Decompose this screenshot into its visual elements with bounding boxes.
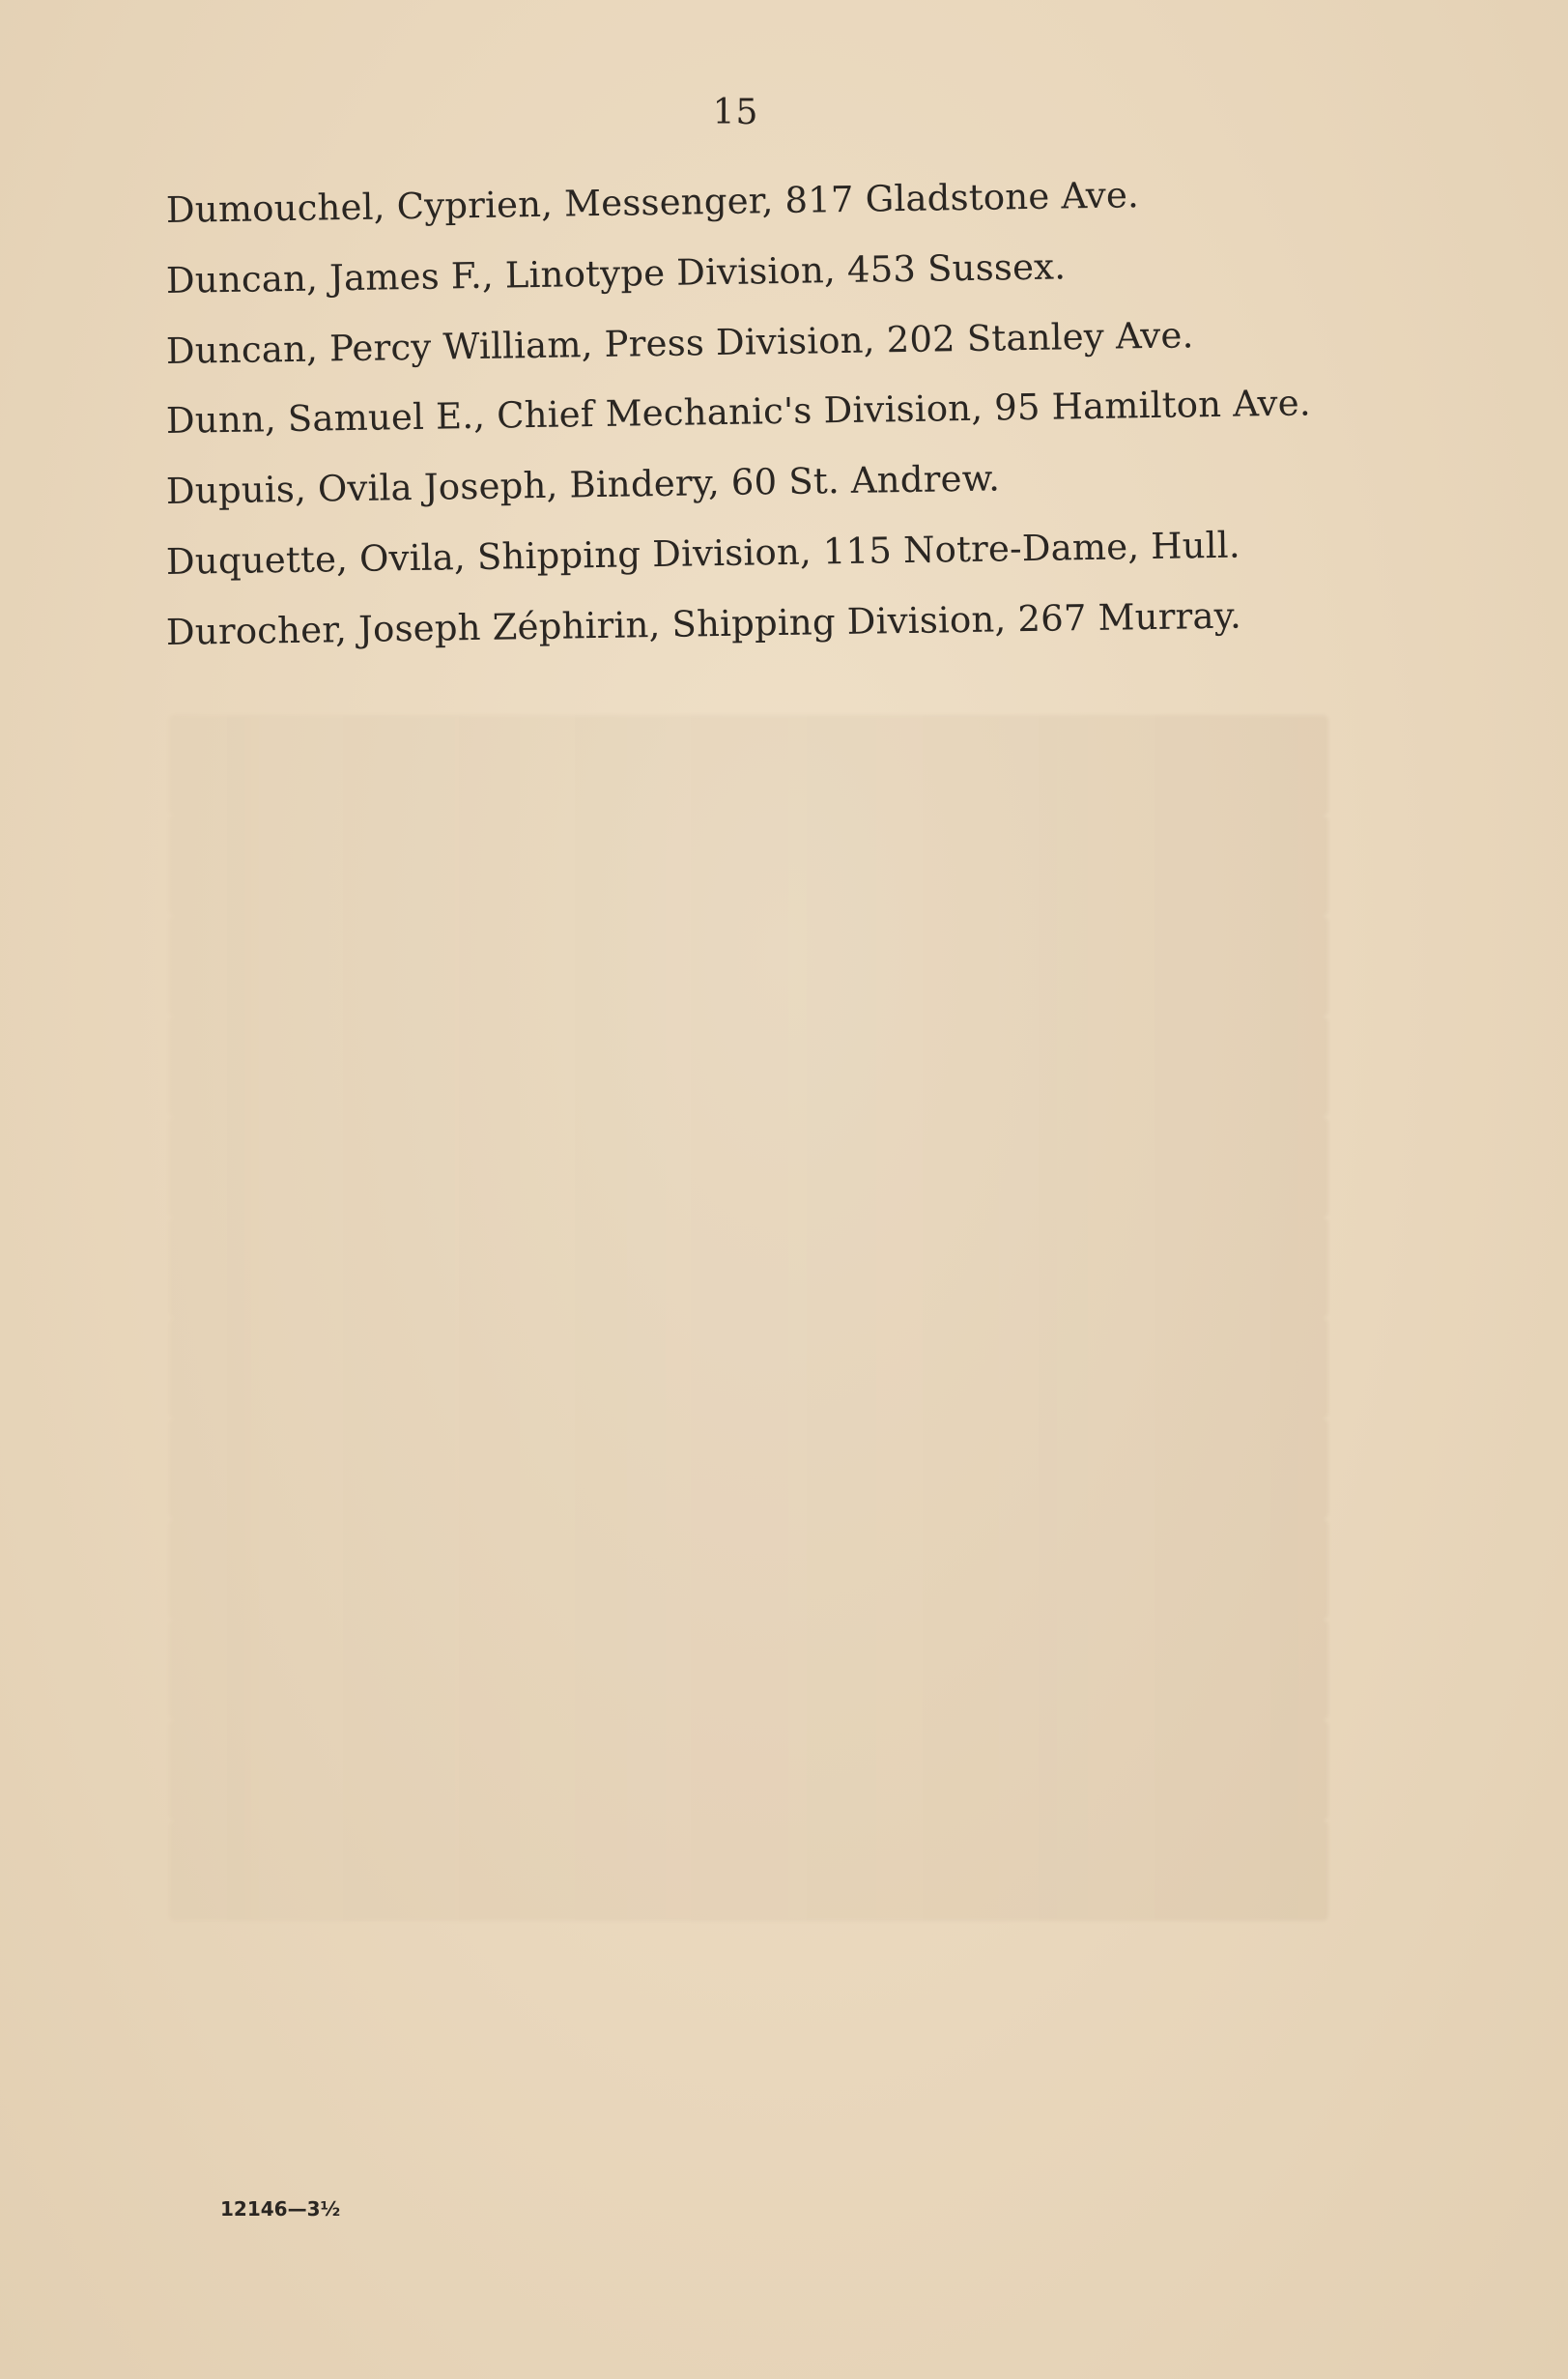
directory-entry: Duquette, Ovila, Shipping Division, 115 Notre-Dame, Hull. [165, 524, 1241, 583]
directory-entry: Durocher, Joseph Zéphirin, Shipping Division, 267 Murray. [165, 594, 1242, 653]
printer-signature-code: 12146—3½ [220, 2197, 341, 2221]
directory-entry: Dumouchel, Cyprien, Messenger, 817 Gladstone Ave. [165, 174, 1140, 231]
bleed-through-line [169, 1619, 1328, 1720]
bleed-through-line [169, 1017, 1328, 1117]
bleed-through-line [169, 1419, 1328, 1519]
directory-entry-list [166, 176, 1383, 669]
bleed-through-line [169, 1117, 1328, 1218]
bleed-through-line [169, 1720, 1328, 1820]
directory-entry: Duncan, Percy William, Press Division, 202 Stanley Ave. [165, 313, 1194, 372]
page-number: 15 [712, 93, 759, 132]
bleed-through-line [169, 1519, 1328, 1619]
bleed-through-line [169, 1218, 1328, 1318]
bleed-through-line [169, 816, 1328, 916]
directory-entry: Dupuis, Ovila Joseph, Bindery, 60 St. Andrew. [165, 457, 1001, 513]
bleed-through-line [169, 1820, 1328, 1921]
bleed-through-texture [169, 715, 1328, 1921]
bleed-through-line [169, 916, 1328, 1017]
bleed-through-line [169, 1318, 1328, 1419]
directory-entry: Duncan, James F., Linotype Division, 453 Sussex. [165, 245, 1067, 301]
directory-entry: Dunn, Samuel E., Chief Mechanic's Division, 95 Hamilton Ave. [165, 382, 1312, 443]
bleed-through-line [169, 715, 1328, 816]
